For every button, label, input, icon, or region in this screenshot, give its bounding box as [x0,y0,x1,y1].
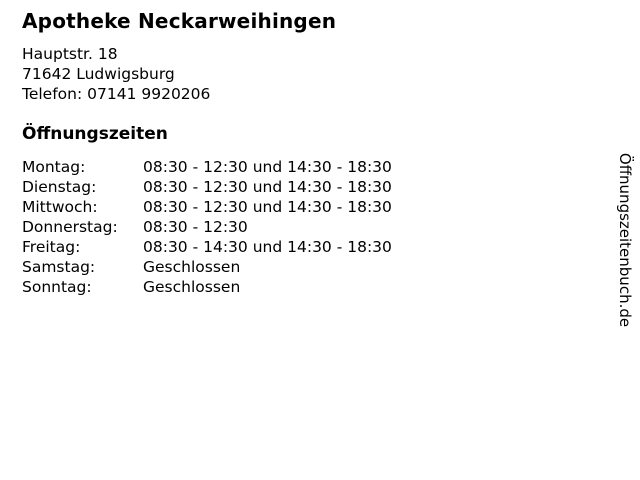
phone-line: Telefon: 07141 9920206 [22,85,211,103]
time-value: 08:30 - 12:30 [143,218,248,236]
day-label: Sonntag: [22,278,92,296]
day-label: Dienstag: [22,178,97,196]
day-label: Samstag: [22,258,96,276]
city-line: 71642 Ludwigsburg [22,65,175,83]
opening-hours-heading: Öffnungszeiten [22,124,168,144]
day-label: Montag: [22,158,86,176]
time-value: Geschlossen [143,278,241,296]
opening-hours-table [22,157,640,297]
day-label: Mittwoch: [22,198,98,216]
page-title: Apotheke Neckarweihingen [22,9,337,33]
hours-row-sunday [22,277,640,297]
time-value: 08:30 - 12:30 und 14:30 - 18:30 [143,178,392,196]
time-value: 08:30 - 12:30 und 14:30 - 18:30 [143,158,392,176]
day-label: Freitag: [22,238,81,256]
time-value: Geschlossen [143,258,241,276]
hours-row-monday [22,157,640,177]
hours-row-thursday [22,217,640,237]
time-value: 08:30 - 12:30 und 14:30 - 18:30 [143,198,392,216]
street-line: Hauptstr. 18 [22,45,118,63]
day-label: Donnerstag: [22,218,118,236]
hours-row-wednesday [22,197,640,217]
hours-row-saturday [22,257,640,277]
time-value: 08:30 - 14:30 und 14:30 - 18:30 [143,238,392,256]
watermark-site-name: Öffnungszeitenbuch.de [616,152,634,328]
hours-row-tuesday [22,177,640,197]
address-block [22,44,640,104]
hours-row-friday [22,237,640,257]
